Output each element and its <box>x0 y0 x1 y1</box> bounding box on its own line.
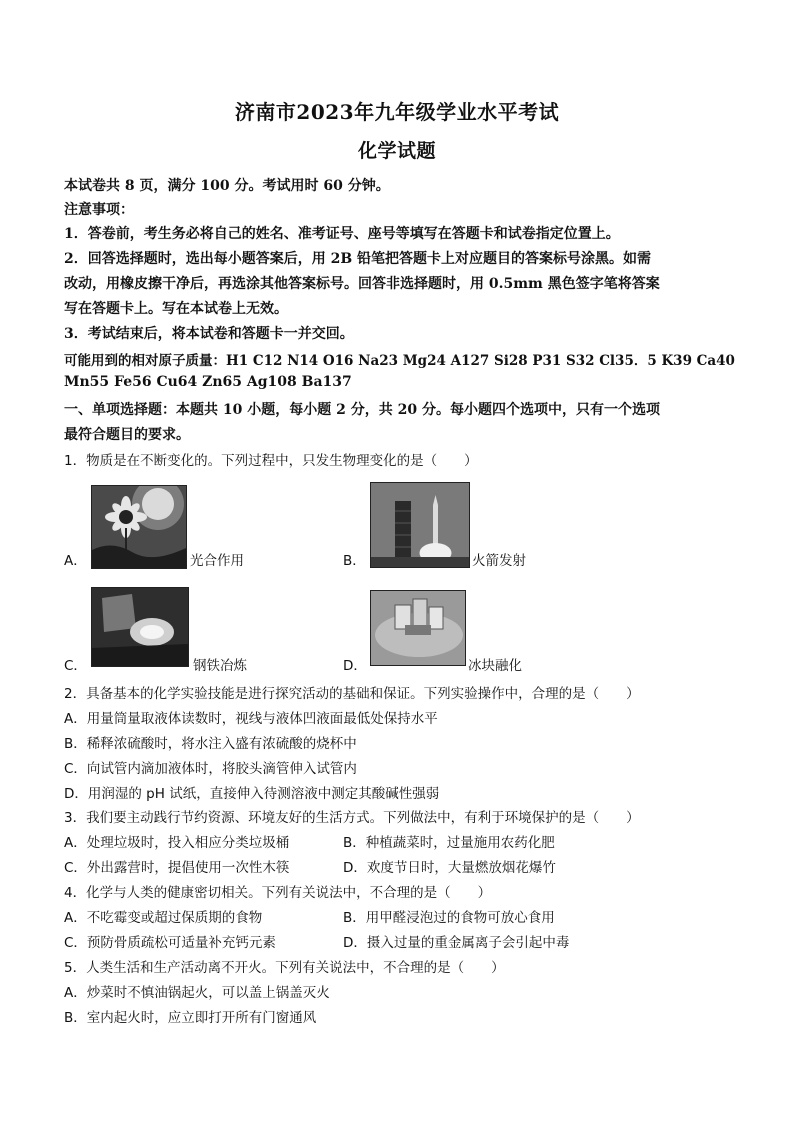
notice-2-cont: 改动，用橡皮擦干净后，再选涂其他答案标号。回答非选择题时，用 0.5mm 黑色签字笔将答案 <box>64 276 660 292</box>
q1-option-b-text: 火箭发射 <box>472 553 526 569</box>
q4-stem: 4．化学与人类的健康密切相关。下列有关说法中，不合理的是（ ） <box>64 885 492 901</box>
q4-option-b: B．用甲醛浸泡过的食物可放心食用 <box>343 910 555 926</box>
q1-option-a-text: 光合作用 <box>190 553 244 569</box>
q1-option-d-letter: D． <box>343 658 367 674</box>
q3-option-d: D．欢度节日时，大量燃放烟花爆竹 <box>343 860 556 876</box>
q1-option-c-text: 钢铁冶炼 <box>193 658 247 674</box>
q4-option-d: D．摄入过量的重金属离子会引起中毒 <box>343 935 570 951</box>
q5-option-a: A．炒菜时不慎油锅起火，可以盖上锅盖灭火 <box>64 985 330 1001</box>
section-heading-2: 最符合题目的要求。 <box>64 427 190 443</box>
page-title: 济南市2023年九年级学业水平考试 <box>234 100 560 124</box>
q2-option-d: D．用润湿的 pH 试纸，直接伸入待测溶液中测定其酸碱性强弱 <box>64 786 440 802</box>
notice-1: 1．答卷前，考生务必将自己的姓名、准考证号、座号等填写在答题卡和试卷指定位置上。 <box>64 226 620 242</box>
notice-2-cont2: 写在答题卡上。写在本试卷上无效。 <box>64 301 288 317</box>
q2-stem: 2．具备基本的化学实验技能是进行探究活动的基础和保证。下列实验操作中，合理的是（ ） <box>64 686 640 702</box>
q3-stem: 3．我们要主动践行节约资源、环境友好的生活方式。下列做法中，有利于环境保护的是（ ） <box>64 810 640 826</box>
q1-option-b-letter: B． <box>343 553 366 569</box>
atomic-mass-line-1: 可能用到的相对原子质量：H1 C12 N14 O16 Na23 Mg24 A127 Si28 P31 S32 Cl35．5 K39 Ca40 <box>64 353 735 369</box>
notice-3: 3．考试结束后，将本试卷和答题卡一并交回。 <box>64 326 354 342</box>
notice-2: 2．回答选择题时，选出每小题答案后，用 2B 铅笔把答题卡上对应题目的答案标号涂黑。如需 <box>64 251 652 267</box>
q1-option-c-letter: C． <box>64 658 87 674</box>
notice-heading: 注意事项： <box>64 202 134 218</box>
q3-option-c: C．外出露营时，提倡使用一次性木筷 <box>64 860 290 876</box>
q5-stem: 5．人类生活和生产活动离不开火。下列有关说法中，不合理的是（ ） <box>64 960 505 976</box>
q3-option-a: A．处理垃圾时，投入相应分类垃圾桶 <box>64 835 290 851</box>
page-subtitle: 化学试题 <box>357 140 436 162</box>
q2-option-c: C．向试管内滴加液体时，将胶头滴管伸入试管内 <box>64 761 357 777</box>
atomic-mass-line-2: Mn55 Fe56 Cu64 Zn65 Ag108 Ba137 <box>64 374 352 390</box>
q2-option-a: A．用量筒量取液体读数时，视线与液体凹液面最低处保持水平 <box>64 711 438 727</box>
rocket-launch-photo <box>370 482 470 568</box>
melting-ice-photo <box>370 590 466 666</box>
sunflower-photo <box>91 485 187 569</box>
q4-option-c: C．预防骨质疏松可适量补充钙元素 <box>64 935 276 951</box>
q5-option-b: B．室内起火时，应立即打开所有门窗通风 <box>64 1010 317 1026</box>
steel-smelting-photo <box>91 587 189 667</box>
q1-stem: 1．物质是在不断变化的。下列过程中，只发生物理变化的是（ ） <box>64 453 478 469</box>
q1-option-a-letter: A． <box>64 553 87 569</box>
q3-option-b: B．种植蔬菜时，过量施用农药化肥 <box>343 835 555 851</box>
section-heading-1: 一、单项选择题：本题共 10 小题，每小题 2 分，共 20 分。每小题四个选项中，只有一个选项 <box>64 402 660 418</box>
q2-option-b: B．稀释浓硫酸时，将水注入盛有浓硫酸的烧杯中 <box>64 736 357 752</box>
q4-option-a: A．不吃霉变或超过保质期的食物 <box>64 910 263 926</box>
intro-text: 本试卷共 8 页，满分 100 分。考试用时 60 分钟。 <box>64 178 390 194</box>
q1-option-d-text: 冰块融化 <box>468 658 522 674</box>
